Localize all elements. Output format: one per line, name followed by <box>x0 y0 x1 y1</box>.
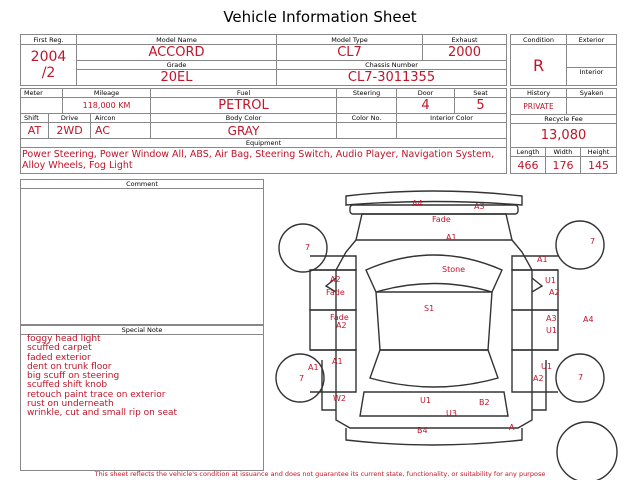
seat-label: Seat <box>455 89 507 98</box>
mark-rear-a: A <box>509 423 515 432</box>
mark-left-front-fade: Fade <box>326 288 345 297</box>
fuel-value: PETROL <box>151 98 337 114</box>
color-no-label: Color No. <box>337 114 397 123</box>
width-value: 176 <box>546 157 581 174</box>
history-value: PRIVATE <box>511 98 567 115</box>
aircon-value: AC <box>91 123 151 139</box>
exterior-label: Exterior <box>567 35 617 45</box>
special-note-item: big scuff on steering <box>27 371 120 382</box>
special-note-item: wrinkle, cut and small rip on seat <box>27 408 178 419</box>
door-label: Door <box>397 89 455 98</box>
mark-hood-fade: Fade <box>432 215 451 224</box>
shift-label: Shift <box>21 114 49 123</box>
mark-right-rear-a2: A2 <box>533 374 544 383</box>
first-reg-label: First Reg. <box>21 35 77 45</box>
sheet-title: Vehicle Information Sheet <box>223 8 417 26</box>
chassis-value: CL7-3011355 <box>277 70 507 86</box>
mark-right-rear-u1: U1 <box>541 362 552 371</box>
condition-value: R <box>511 45 567 86</box>
rear-window-outline <box>370 350 498 387</box>
model-name-value: ACCORD <box>77 45 277 61</box>
exhaust-value: 2000 <box>423 45 507 61</box>
model-type-value: CL7 <box>277 45 423 61</box>
height-label: Height <box>581 148 617 157</box>
syaken-label: Syaken <box>567 89 617 98</box>
interior-color-label: Interior Color <box>397 114 507 123</box>
disclaimer-footer: This sheet reflects the vehicle's condition at issuance and does not guarantee its current state, functionality, or suitability for any purpose <box>94 470 546 478</box>
roof-outline <box>376 292 492 350</box>
condition-label: Condition <box>511 35 567 45</box>
special-note-item: scuffed carpet <box>27 343 92 354</box>
meter-label: Meter <box>21 89 63 98</box>
mark-hood-a1: A1 <box>446 233 457 242</box>
grade-value: 20EL <box>77 70 277 86</box>
width-label: Width <box>546 148 581 157</box>
mark-rear-b4: B4 <box>417 426 428 435</box>
steering-label: Steering <box>337 89 397 98</box>
history-label: History <box>511 89 567 98</box>
right-front-fender-outline <box>512 256 558 270</box>
rear-bumper-outline <box>346 428 522 445</box>
mark-right-front-a1: A1 <box>537 255 548 264</box>
mark-left-rear-a1b: A1 <box>308 363 319 372</box>
model-name-label: Model Name <box>77 35 277 45</box>
mileage-value: 118,000 KM <box>63 98 151 114</box>
mark-rear-right-wheel: 7 <box>578 373 584 382</box>
drive-label: Drive <box>49 114 91 123</box>
mark-right-front-u1: U1 <box>545 276 556 285</box>
door-value: 4 <box>397 98 455 114</box>
shift-value: AT <box>21 123 49 139</box>
body-color-label: Body Color <box>151 114 337 123</box>
special-note-item: retouch paint trace on exterior <box>27 389 166 400</box>
comment-label: Comment <box>21 180 263 189</box>
body-outline <box>336 240 532 428</box>
mark-right-door-u1: U1 <box>546 326 557 335</box>
mark-left-front-a2: A2 <box>330 275 341 284</box>
mileage-label: Mileage <box>63 89 151 98</box>
front-bumper-outline <box>346 191 522 205</box>
chassis-label: Chassis Number <box>277 61 507 70</box>
mark-left-rear-a1: A1 <box>332 357 343 366</box>
height-value: 145 <box>581 157 617 174</box>
right-mirror-outline <box>532 278 542 292</box>
mark-trunk-u3: U3 <box>446 409 457 418</box>
recycle-fee-label: Recycle Fee <box>511 115 617 124</box>
mark-windshield-stone: Stone <box>442 265 466 274</box>
special-note-item: dent on trunk floor <box>27 361 112 372</box>
equipment-text: Power Steering, Power Window All, ABS, Air Bag, Steering Switch, Audio Player, Navigation System, Alloy Wheels, Fog Light <box>22 149 495 171</box>
equipment-label: Equipment <box>21 139 507 148</box>
mark-right-front-a2: A2 <box>549 288 560 297</box>
first-reg-year: 2004 <box>30 49 67 65</box>
mark-trunk-u1: U1 <box>420 396 431 405</box>
windshield-outline <box>366 255 502 292</box>
front-left-wheel-outline <box>279 224 327 272</box>
exhaust-label: Exhaust <box>423 35 507 45</box>
mark-left-door-a2: A2 <box>336 321 347 330</box>
mark-trunk-b2: B2 <box>479 398 490 407</box>
mark-front-right-wheel: 7 <box>590 237 596 246</box>
model-type-label: Model Type <box>277 35 423 45</box>
aircon-label: Aircon <box>91 114 151 123</box>
mark-left-door-fade: Fade <box>330 313 349 322</box>
interior-label: Interior <box>567 68 617 86</box>
special-note-label: Special Note <box>21 326 263 335</box>
length-value: 466 <box>511 157 546 174</box>
first-reg-month: /2 <box>41 65 56 81</box>
front-grille-outline <box>350 205 518 214</box>
seat-value: 5 <box>455 98 507 114</box>
mark-front-left-wheel: 7 <box>305 243 311 252</box>
fuel-label: Fuel <box>151 89 337 98</box>
special-note-item: scuffed shift knob <box>27 380 108 391</box>
mark-left-rear-w2: W2 <box>333 394 346 403</box>
body-color-value: GRAY <box>151 123 337 139</box>
special-note-item: rust on underneath <box>27 399 114 410</box>
grade-label: Grade <box>77 61 277 70</box>
special-note-item: foggy head light <box>27 334 101 344</box>
drive-value: 2WD <box>49 123 91 139</box>
recycle-fee-value: 13,080 <box>511 124 617 148</box>
mark-roof-s1: S1 <box>424 304 435 313</box>
front-right-wheel-outline <box>556 221 604 269</box>
mark-top-a3: A3 <box>474 202 485 211</box>
mark-top-a4: A4 <box>412 199 423 208</box>
length-label: Length <box>511 148 546 157</box>
mark-right-door-a3: A3 <box>546 314 557 323</box>
mark-rear-left-wheel: 7 <box>299 374 305 383</box>
mark-right-side-a4: A4 <box>583 315 594 324</box>
special-note-item: faded exterior <box>27 352 91 363</box>
right-rear-fender-outline <box>512 350 558 392</box>
